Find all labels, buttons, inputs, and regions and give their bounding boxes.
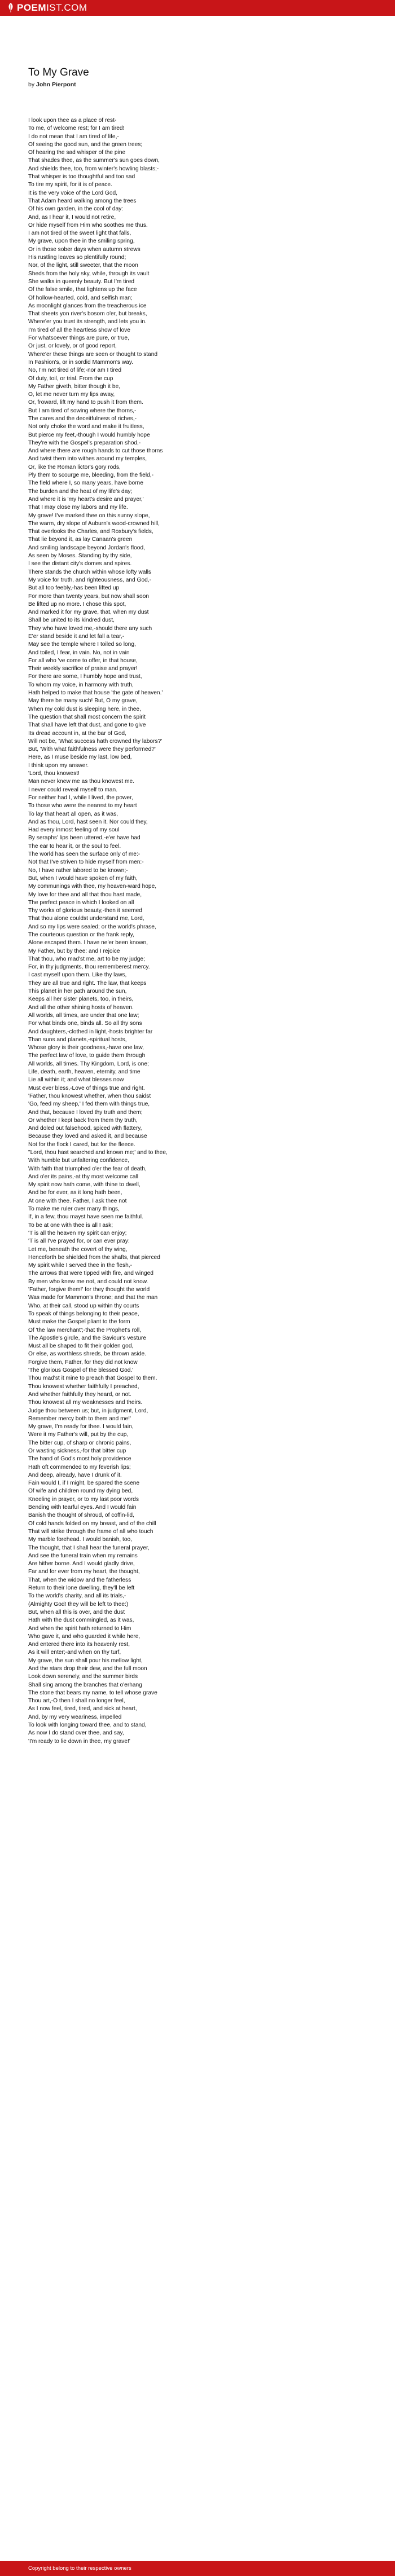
poem-line: I'm tired of all the heartless show of love [28, 327, 130, 333]
poem-line: For what binds one, binds all. So all thy sons [28, 1020, 142, 1027]
poem-line: The Apostle's girdle, and the Saviour's vesture [28, 1335, 146, 1341]
poem-line: And all the other shining hosts of heaven. [28, 1004, 134, 1011]
poem-line: Or, froward, lift my hand to push it from them. [28, 399, 143, 406]
poem-line: 'Go, feed my sheep,' I fed them with things true, [28, 1101, 150, 1108]
poem-line: All worlds, all times. Thy Kingdom, Lord, is one; [28, 1060, 149, 1067]
poem-line: Where'er these things are seen or thought to stand [28, 351, 158, 358]
poem-line: May there be many such! But, O my grave, [28, 698, 138, 704]
poem-line: With humble but unfaltering confidence, [28, 1157, 129, 1164]
poem-byline [28, 81, 367, 89]
poem-line: Who gave it, and who guarded it while here, [28, 1633, 141, 1640]
poem-line: Far and for ever from my heart, the thought, [28, 1569, 140, 1575]
poem-line: The perfect peace in which I looked on all [28, 899, 134, 906]
poem-line: And twist them into withes around my temples, [28, 456, 147, 463]
poem-line: As now I do stand over thee, and say, [28, 1730, 124, 1737]
poem-line: Of cold hands folded on my breast, and of the chill [28, 1520, 156, 1527]
poem-line: Was made for Mammon's throne; and that the man [28, 1294, 158, 1301]
poem-line: 'The glorious Gospel of the blessed God.' [28, 1367, 134, 1374]
poem-line: 'T is all I've prayed for, or can ever pray: [28, 1238, 130, 1245]
poem-line: All worlds, all times, are under that one law; [28, 1012, 139, 1019]
poem-line: If, in a few, thou mayst have seen me faithful. [28, 1214, 143, 1221]
poem-line: But all too feebly,-has been lifted up [28, 585, 120, 592]
poem-line: Of duty, toil, or trial. From the cup [28, 375, 113, 382]
poem-line: But I am tired of sowing where the thorns,- [28, 407, 137, 414]
poem-line: Of his own garden, in the cool of day: [28, 206, 124, 213]
poem-line: And when the spirit hath returned to Him [28, 1625, 131, 1632]
poem-line: May see the temple where I toiled so long, [28, 641, 136, 648]
poem-line: Than suns and planets,-spiritual hosts, [28, 1036, 127, 1043]
poem-line: That, when the widow and the fatherless [28, 1577, 131, 1583]
poem-line: This planet in her path around the sun, [28, 988, 127, 995]
quill-pen-icon [7, 2, 15, 14]
poem-line: And smiling landscape beyond Jordan's flood, [28, 544, 145, 551]
poem-line: Not only choke the word and make it fruitless, [28, 424, 144, 430]
poem-line: Hath with the dust commingled, as it was, [28, 1617, 134, 1624]
poem-line: Henceforth be shielded from the shafts, that pierced [28, 1254, 160, 1261]
poem-line: Here, as I muse beside my last, low bed, [28, 754, 132, 761]
poem-line: That whisper is too thoughtful and too sad [28, 174, 135, 180]
poem-line: I see the distant city's domes and spires. [28, 561, 132, 567]
poem-line: Fain would I, if I might, be spared the scene [28, 1480, 140, 1487]
poem-line: That shades thee, as the summer's sun goes down, [28, 157, 160, 164]
poem-line: Lie all within it; and what blesses now [28, 1077, 124, 1084]
poem-line: And be for ever, as it long hath been, [28, 1190, 122, 1196]
poem-line: My marble forehead. I would banish, too, [28, 1536, 133, 1543]
poem-line: Look down serenely, and the summer birds [28, 1674, 138, 1680]
poem-line: Let me, beneath the covert of thy wing, [28, 1246, 128, 1253]
poem-line: My grave, upon thee in the smiling spring, [28, 238, 135, 245]
poem-line: The cares and the deceitfulness of riches,- [28, 415, 137, 422]
poem-line: (Almighty God! they will be left to thee:) [28, 1601, 129, 1608]
poem-line: The bitter cup, of sharp or chronic pains, [28, 1439, 131, 1446]
poem-line: For neither had I, while I lived, the power, [28, 794, 133, 801]
poem-line: Of the false smile, that lightens up the face [28, 287, 137, 293]
poem-line: Or else, as worthless shreds, be thrown aside. [28, 1351, 146, 1358]
poem-line: To whom my voice, in harmony with truth, [28, 681, 134, 688]
poem-line: Man never knew me as thou knowest me. [28, 778, 134, 785]
poem-line: O, let me never turn my lips away, [28, 391, 115, 398]
poem-line: Thou mad'st it mine to preach that Gospel to them. [28, 1375, 157, 1382]
poem-line: To the world's charity, and all its trials,- [28, 1593, 126, 1600]
poem-line: By men who knew me not, and could not know. [28, 1278, 148, 1285]
poem-line: And deep, already, have I drunk of it. [28, 1472, 122, 1478]
poem-line: That Adam heard walking among the trees [28, 197, 137, 204]
poem-line: My spirit now hath come, with thine to dwell, [28, 1182, 141, 1188]
poem-line: "Lord, thou hast searched and known me;' and to thee, [28, 1150, 168, 1156]
poem-line: And marked it for my grave, that, when my dust [28, 609, 149, 616]
poem-line: To speak of things belonging to their peace, [28, 1310, 139, 1317]
poem-line: No, I'm not tired of life;-nor am I tired [28, 367, 122, 374]
poem-line: To those who were the nearest to my heart [28, 803, 137, 809]
poem-line: Were it my Father's will, put by the cup, [28, 1432, 129, 1438]
poem-line: And that, because I loved thy truth and them; [28, 1109, 143, 1116]
poem-line: My spirit while I served thee in the flesh,- [28, 1262, 133, 1269]
poem-line: And, by my very weariness, impelled [28, 1714, 122, 1720]
poem-line: For there are some, I humbly hope and trust, [28, 673, 142, 680]
poem-title: To My Grave [28, 67, 89, 78]
poem-line: Or, like the Roman lictor's gory rods, [28, 464, 121, 470]
poem-line: My grave, the sun shall pour his mellow light, [28, 1657, 143, 1664]
poem-line: Banish the thought of shroud, of coffin-lid, [28, 1512, 134, 1519]
poem-line: And toiled, I fear, in vain. No, not in vain [28, 649, 130, 656]
poem-line: My Father, but by thee: and I rejoice [28, 948, 120, 954]
poem-line: Of wife and children round my dying bed, [28, 1488, 133, 1495]
poem-line: To me, of welcome rest; for I am tired! [28, 125, 125, 132]
poem-line: As seen by Moses. Standing by thy side, [28, 553, 132, 560]
poem-line: To tire my spirit, for it is of peace. [28, 182, 112, 188]
poem-line: Thou art,-O then I shall no longer feel, [28, 1698, 125, 1705]
poem-line: Thou knowest all my weaknesses and theirs. [28, 1399, 143, 1406]
poem-line: Who, at their call, stood up within thy courts [28, 1302, 139, 1309]
poem-line: The stone that bears my name, to tell whose grave [28, 1689, 157, 1696]
poem-line: Return to their lone dwelling, they'll be left [28, 1585, 135, 1592]
author-link[interactable]: John Pierpont [36, 81, 76, 88]
poem-line: And o'er its pains,-at thy most welcome call [28, 1173, 139, 1180]
poem-line: 'Lord, thou knowest! [28, 770, 80, 777]
poem-line: Ply them to scourge me, bleeding, from the field,- [28, 472, 153, 479]
copyright-text: Copyright belong to their respective owners [28, 2565, 131, 2571]
poem-line: E'er stand beside it and let fall a tear,- [28, 633, 125, 640]
poem-line: In Fashion's, or in sordid Mammon's way. [28, 359, 134, 366]
poem-line: That thou alone couldst understand me, Lord, [28, 915, 144, 922]
poem-line: But, when all this is over, and the dust [28, 1609, 125, 1615]
poem-line: Thou knowest whether faithfully I preached, [28, 1383, 139, 1390]
poem-line: Where'er you trust its strength, and lets you in. [28, 319, 147, 325]
poem-line: Remember mercy both to them and me!' [28, 1415, 131, 1422]
poem-line: 'Father, thou knowest whether, when thou saidst [28, 1093, 151, 1099]
poem-line: By seraphs' lips been uttered,-e'er have had [28, 835, 141, 842]
poem-line: Must all be shaped to fit their golden god, [28, 1343, 134, 1350]
poem-line: I look upon thee as a place of rest- [28, 117, 117, 124]
poem-line: That will strike through the frame of all who touch [28, 1528, 153, 1535]
poem-line: 'I'm ready to lie down in thee, my grave!' [28, 1738, 130, 1745]
poem-line: I never could reveal myself to man. [28, 786, 117, 793]
site-header [0, 0, 395, 16]
poem-line: And entered there into its heavenly rest, [28, 1641, 130, 1648]
poem-line: Or whether I kept back from them thy truth, [28, 1117, 138, 1124]
poem-line: Sheds from the holy sky, while, through its vault [28, 270, 150, 277]
poem-line: And doled out falsehood, spiced with flattery, [28, 1125, 142, 1132]
poem-line: Hath helped to make that house 'the gate of heaven.' [28, 690, 163, 697]
poem-line: To make me ruler over many things, [28, 1206, 120, 1213]
poem-line: Judge thou between us; but, in judgment, Lord, [28, 1407, 148, 1414]
poem-line: The hand of God's most holy providence [28, 1456, 131, 1463]
poem-line: That shall have left that dust, and gone to give [28, 722, 146, 729]
poem-line: My Father giveth, bitter though it be, [28, 383, 121, 390]
poem-line: And where it is 'my heart's desire and prayer,' [28, 496, 144, 503]
site-footer [0, 2561, 395, 2576]
poem-line: Are hither borne. And I would gladly drive, [28, 1561, 135, 1567]
poem-line: The arrows that were tipped with fire, and winged [28, 1270, 153, 1277]
poem-line: With faith that triumphed o'er the fear of death, [28, 1165, 147, 1172]
poem-line: My love for thee and all that thou hast made, [28, 891, 142, 898]
poem-line: The thought, that I shall hear the funeral prayer, [28, 1544, 150, 1551]
poem-line: That lie beyond it, as lay Canaan's green [28, 536, 133, 543]
poem-line: And so my lips were sealed; or the world's phrase, [28, 923, 156, 930]
poem-line: That overlooks the Charles, and Roxbury's fields, [28, 529, 153, 535]
poem-line: And, as I hear it, I would not retire, [28, 214, 116, 221]
poem-line: The field where I, so many years, have borne [28, 480, 143, 487]
poem-line: Or just, or lovely, or of good report, [28, 343, 117, 350]
poem-line: Or hide myself from Him who soothes me thus. [28, 222, 148, 228]
poem-line: 'Father, forgive them!' for they thought the world [28, 1287, 150, 1293]
poem-line: I do not mean that I am tired of life,- [28, 133, 119, 140]
poem-line: For, in thy judgments, thou rememberest mercy. [28, 964, 150, 971]
poem-line: There stands the church within whose lofty walls [28, 569, 152, 575]
poem-line: Alone escaped them. I have ne'er been known, [28, 940, 148, 946]
poem-line: Whose glory is their goodness,-have one law, [28, 1045, 144, 1051]
poem-line: For all who 've come to offer, in that house, [28, 657, 138, 664]
poem-line: His rustling leaves so plentifully round; [28, 254, 126, 261]
poem-line: That thou, who mad'st me, art to be my judge; [28, 955, 145, 962]
poem-line: To look with longing toward thee, and to stand, [28, 1722, 147, 1729]
poem-line: Kneeling in prayer, or to my last poor words [28, 1496, 139, 1503]
poem-line: My grave, I'm ready for thee. I would fain, [28, 1424, 134, 1430]
poem-line: Be lifted up no more. I chose this spot, [28, 601, 126, 607]
poem-line: Of hearing the sad whisper of the pine [28, 149, 126, 156]
poem-line: Nor, of the light, still sweeter, that the moon [28, 262, 138, 269]
poem-line: Had every inmost feeling of my soul [28, 827, 120, 834]
logo-bold-text: POEM [17, 2, 47, 13]
poem-line: Shall be united to its kindred dust, [28, 617, 115, 624]
poem-line: To be at one with thee is all I ask; [28, 1222, 113, 1228]
poem-line: At one with thee. Father, I ask thee not [28, 1197, 127, 1204]
poem-line: My voice for truth, and righteousness, and God,- [28, 576, 152, 583]
poem-line: Not for the flock I cared, but for the fleece. [28, 1141, 135, 1148]
poem-line: Keeps all her sister planets, too, in theirs, [28, 996, 134, 1003]
poem-line: But pierce my feet,-though I would humbly hope [28, 431, 150, 438]
logo-thin-text: IST.COM [46, 2, 87, 13]
poem-line: Hath oft commended to my feverish lips; [28, 1464, 131, 1470]
poem-container [28, 66, 367, 1746]
poem-line: As moonlight glances from the treacherous ice [28, 302, 147, 309]
poem-line: Forgive them, Father, for they did not know [28, 1359, 138, 1366]
poem-line: The courteous question or the frank reply, [28, 931, 134, 938]
poem-line: And the stars drop their dew, and the full moon [28, 1666, 147, 1672]
poem-line: As it will enter;-and when on thy turf, [28, 1649, 121, 1656]
poem-line: Its dread account in, at the bar of God, [28, 730, 126, 737]
poem-line: They who have loved me,-should there any such [28, 625, 152, 632]
poem-line: Of seeing the good sun, and the green trees; [28, 141, 143, 148]
poem-line: And shields thee, too, from winter's howling blasts;- [28, 165, 159, 172]
poem-line: Or wasting sickness,-for that bitter cup [28, 1447, 126, 1454]
poem-line: She walks in queenly beauty. But I'm tired [28, 278, 135, 285]
poem-body [28, 117, 367, 1746]
poem-line: The perfect law of love, to guide them through [28, 1053, 146, 1059]
poem-line: Not that I've striven to hide myself from men:- [28, 859, 144, 866]
poem-line: Bending with tearful eyes. And I would fain [28, 1504, 137, 1511]
poem-line: But, 'With what faithfulness were they performed?' [28, 746, 156, 753]
poem-line: For more than twenty years, but now shall soon [28, 593, 150, 600]
site-logo-link[interactable] [17, 2, 87, 14]
poem-line: 'T is all the heaven my spirit can enjoy; [28, 1230, 127, 1236]
poem-line: Life, death, earth, heaven, eternity, and time [28, 1069, 141, 1076]
poem-line: And whether faithfully they heard, or not. [28, 1391, 131, 1398]
poem-line: Of 'the law merchant';-that the Prophet's roll, [28, 1327, 142, 1333]
poem-line: When my cold dust is sleeping here, in thee, [28, 706, 141, 712]
poem-line: And daughters,-clothed in light,-hosts brighter far [28, 1028, 153, 1035]
poem-line: And where there are rough hands to cut those thorns [28, 448, 163, 455]
poem-line: The warm, dry slope of Auburn's wood-crowned hill, [28, 520, 160, 527]
poem-line: The world has seen the surface only of me:- [28, 851, 141, 858]
poem-line: And as thou, Lord, hast seen it. Nor could they, [28, 818, 148, 825]
poem-line: They are all true and right. The law, that keeps [28, 980, 147, 987]
poem-line: My grave! I've marked thee on this sunny slope, [28, 512, 150, 519]
poem-line: For whatsoever things are pure, or true, [28, 335, 129, 342]
poem-line: Shall sing among the branches that o'erhang [28, 1681, 142, 1688]
poem-line: The question that shall most concern the spirit [28, 714, 146, 720]
poem-line: Thy works of glorious beauty,-then it seemed [28, 908, 142, 914]
poem-line: To lay that heart all open, as it was, [28, 811, 118, 817]
poem-line: No, I have rather labored to be known;- [28, 867, 128, 874]
poem-line: Because they loved and asked it, and because [28, 1133, 147, 1140]
poem-line: Or in those sober days when autumn strews [28, 246, 141, 253]
poem-line: Of hollow-hearted, cold, and selfish man; [28, 294, 133, 301]
poem-line: My communings with thee, my heaven-ward hope, [28, 883, 157, 890]
poem-line: Must make the Gospel pliant to the form [28, 1319, 130, 1326]
poem-line: The burden and the heat of my life's day; [28, 488, 133, 495]
poem-line: Must ever bless,-Love of things true and right. [28, 1085, 145, 1091]
poem-line: That I may close my labors and my life. [28, 504, 128, 511]
poem-line: The ear to hear it, or the soul to feel. [28, 843, 121, 849]
poem-line: I think upon my answer. [28, 762, 89, 769]
poem-line: But, when I would have spoken of my faith, [28, 875, 138, 882]
poem-line: Will not be, 'What success hath crowned thy labors?' [28, 738, 163, 745]
poem-line: Their weekly sacrifice of praise and prayer! [28, 666, 138, 672]
poem-line: That sheets yon river's bosom o'er, but breaks, [28, 311, 147, 318]
poem-line: It is the very voice of the Lord God, [28, 190, 117, 196]
poem-line: And see the funeral train when my remains [28, 1552, 138, 1559]
poem-line: As I now feel, tired, tired, and sick at heart, [28, 1706, 137, 1712]
poem-line: I cast myself upon them. Like thy laws, [28, 972, 127, 979]
by-label: by [28, 81, 35, 88]
poem-line: They're with the Gospel's preparation shod,- [28, 439, 141, 446]
poem-line: I am not tired of the sweet light that falls, [28, 230, 131, 237]
